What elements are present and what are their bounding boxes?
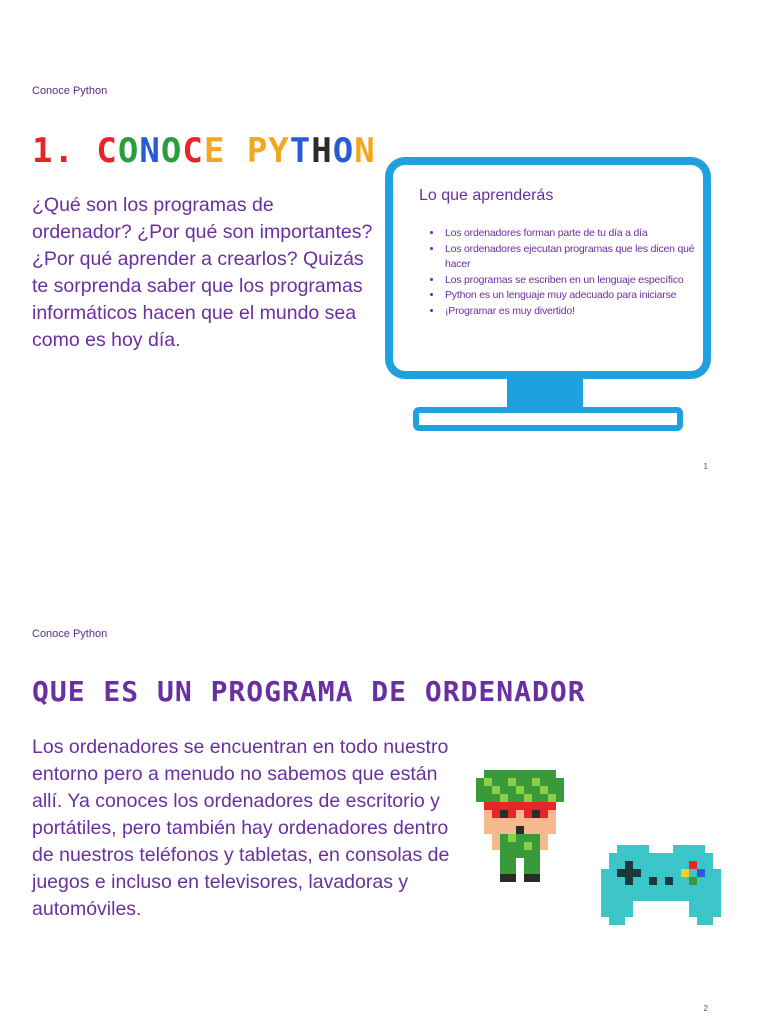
title-letter: 1. xyxy=(32,131,97,171)
pixel-character-illustration xyxy=(476,770,564,882)
title-letter xyxy=(225,131,246,171)
title-letter: E xyxy=(203,131,226,171)
monitor-screen xyxy=(385,157,711,379)
running-header: Conoce Python xyxy=(32,628,108,640)
title-letter: C xyxy=(182,131,204,171)
description-paragraph: Los ordenadores se encuentran en todo nuestro entorno pero a menudo no sabemos que están allí. Ya conoces los ordenadores de escritorio y portátiles, pero también hay ordenadores dentro de nuestros teléfonos y tabletas, en consolas de juegos e incluso en televisores, lavadoras y automóviles. xyxy=(32,736,450,920)
title-letter: H xyxy=(311,131,333,171)
running-header: Conoce Python xyxy=(32,85,108,97)
title-letter: T xyxy=(289,131,312,171)
title-letter: N xyxy=(354,131,376,171)
monitor-stand-base xyxy=(413,407,683,431)
learning-list-item: • Los programas se escriben en un lenguaje específico xyxy=(443,273,713,289)
page-2 xyxy=(0,512,768,1024)
section-title: QUE ES UN PROGRAMA DE ORDENADOR xyxy=(32,675,586,708)
learning-list-item: • Los ordenadores forman parte de tu día a día xyxy=(443,226,713,242)
learning-list xyxy=(421,226,713,319)
learning-list-item: • ¡Programar es muy divertido! xyxy=(443,304,713,320)
chapter-title xyxy=(32,131,376,171)
hat-icon xyxy=(476,770,564,802)
gamepad-icon xyxy=(601,845,721,925)
title-letter: P xyxy=(246,131,269,171)
title-letter: O xyxy=(332,131,355,171)
monitor-illustration xyxy=(385,157,711,433)
learning-box-title: Lo que aprenderás xyxy=(419,187,554,204)
intro-paragraph: ¿Qué son los programas de ordenador? ¿Por qué son importantes? ¿Por qué aprender a crearlos? Quizás te sorprenda saber que los programas informáticos hacen que el mundo sea como es hoy día. xyxy=(32,194,373,351)
title-letter: C xyxy=(96,131,118,171)
title-letter: N xyxy=(139,131,161,171)
title-letter: O xyxy=(160,131,183,171)
page-number: 1 xyxy=(703,462,708,471)
monitor-stand-neck xyxy=(507,379,583,407)
learning-list-item: • Los ordenadores ejecutan programas que les dicen qué hacer xyxy=(443,242,713,273)
page-number: 2 xyxy=(703,1004,708,1013)
learning-list-item: • Python es un lenguaje muy adecuado para iniciarse xyxy=(443,288,713,304)
title-letter: O xyxy=(117,131,140,171)
title-letter: Y xyxy=(268,131,290,171)
